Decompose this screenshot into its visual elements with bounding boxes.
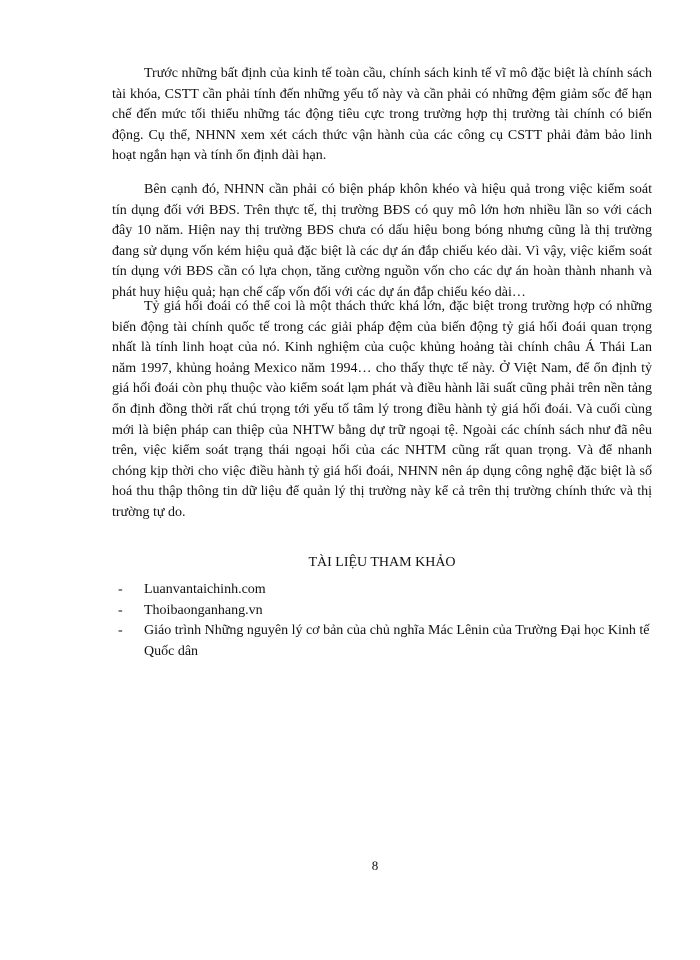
paragraph-fiscal-policy: Trước những bất định của kinh tế toàn cầu, chính sách kinh tế vĩ mô đặc biệt là chính sách tài khóa, CSTT cần phải tính đến những yếu tố này và cần phải có những đệm giảm sốc để hạn chế đến mức tối thiểu những tác động tiêu cực trong trường hợp thị trường tài chính có biến động. Cụ thể, NHNN xem xét cách thức vận hành của các công cụ CSTT phải đảm bảo linh hoạt ngắn hạn và tính ổn định dài hạn.	[112, 66, 652, 164]
paragraph-exchange-rate: Tỷ giá hối đoái có thể coi là một thách thức khá lớn, đặc biệt trong trường hợp có những biến động tài chính quốc tế trong các giải pháp đệm của biến động tỷ giá hối đoái quan trọng nhất là tính linh hoạt của nó. Kinh nghiệm của cuộc khủng hoảng tài chính châu Á Thái Lan năm 1997, khủng hoảng Mexico năm 1994… cho thấy thực tế này. Ở Việt Nam, để ổn định tỷ giá hối đoái còn phụ thuộc vào kiểm soát lạm phát và điều hành lãi suất cũng phải trên nền tảng ổn định đồng thời rất chú trọng tới yếu tố tâm lý trong điều hành tỷ giá hối đoái. Và cuối cùng mới là biện pháp can thiệp của NHTW bằng dự trữ ngoại tệ. Ngoài các chính sách như đã nêu trên, việc kiểm soát trạng thái ngoại hối của các NHTM cũng rất quan trọng. Và để nhanh chóng kịp thời cho việc điều hành tỷ giá hối đoái, NHNN nên áp dụng công nghệ đặc biệt là số hoá thu thập thông tin dữ liệu để quản lý thị trường này kể cả trên thị trường chính thức và thị trường tự do.	[112, 299, 652, 520]
reference-text: Giáo trình Những nguyên lý cơ bản của chủ nghĩa Mác Lênin của Trường Đại học Kinh tế Quốc dân	[144, 623, 650, 659]
bullet-dash: -	[118, 602, 123, 618]
bullet-dash: -	[118, 582, 123, 597]
references-list	[112, 580, 652, 662]
reference-text: Thoibaonganhang.vn	[144, 602, 263, 618]
references-title: TÀI LIỆU THAM KHẢO	[308, 555, 456, 570]
page-number: 8	[371, 858, 379, 873]
reference-item	[112, 601, 652, 622]
paragraph-real-estate-credit: Bên cạnh đó, NHNN cần phải có biện pháp khôn khéo và hiệu quả trong việc kiểm soát tín dụng đối với BĐS. Trên thực tế, thị trường BĐS có quy mô lớn hơn nhiều lần so với cách đây 10 năm. Hiện nay thị trường BĐS chưa có dấu hiệu bong bóng nhưng cũng là thị trường đang sử dụng vốn kém hiệu quả đặc biệt là các dự án đắp chiếu kéo dài. Vì vậy, việc kiểm soát tín dụng với BĐS cần có lựa chọn, tăng cường nguồn vốn cho các dự án hoàn thành nhanh và phát huy hiệu quả; hạn chế cấp vốn đối với các dự án đắp chiếu kéo dài…	[112, 182, 652, 300]
bullet-dash: -	[118, 623, 123, 639]
reference-item	[112, 580, 652, 601]
reference-item	[112, 621, 652, 662]
reference-text: Luanvantaichinh.com	[144, 582, 266, 597]
